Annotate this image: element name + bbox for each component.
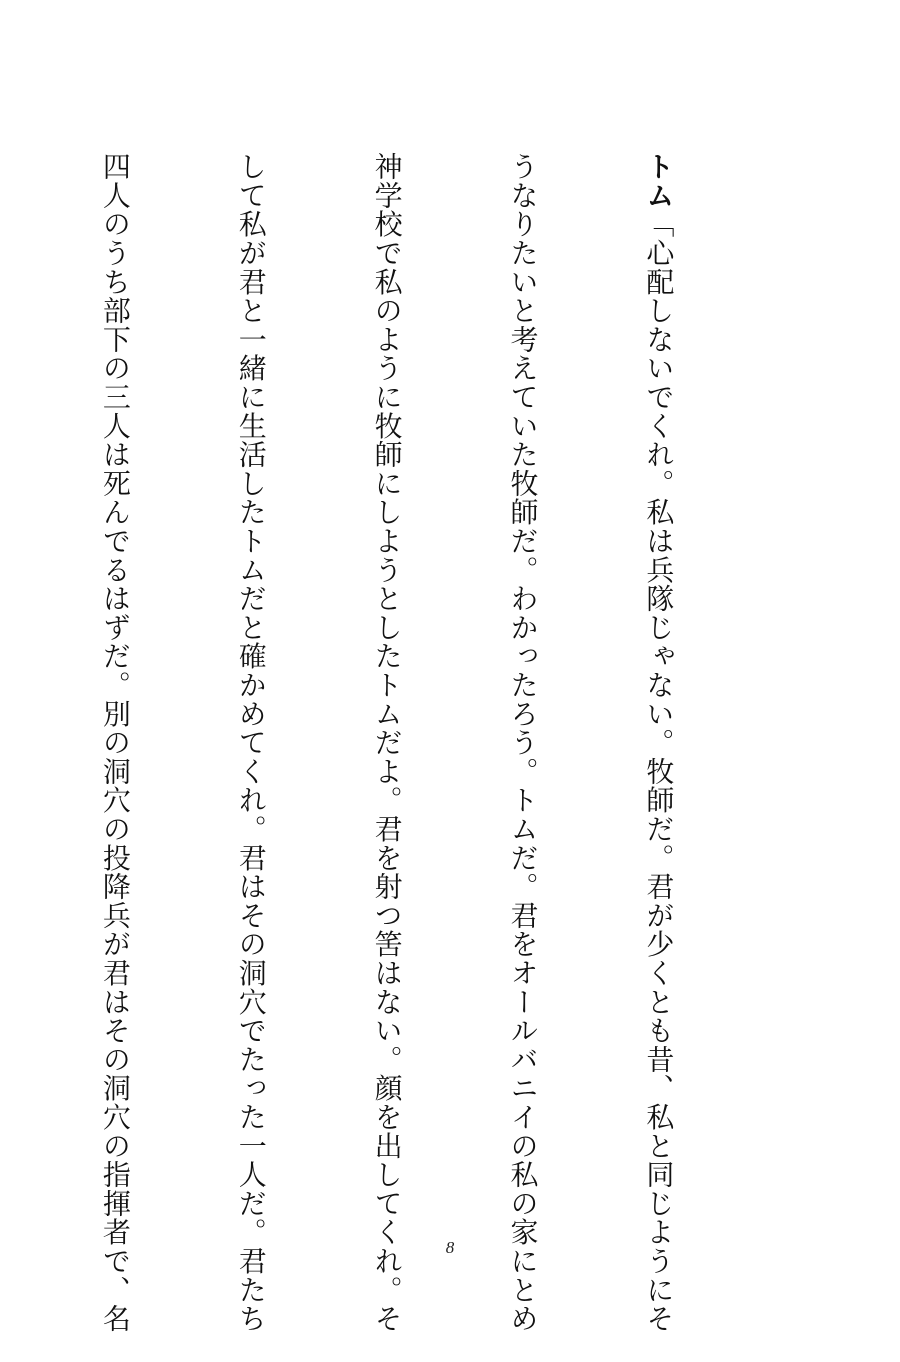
text-line — [0, 152, 2, 1152]
text-line: 四人のうち部下の三人は死んでるはずだ。別の洞穴の投降兵が君はその洞穴の指揮者で、名 — [98, 152, 132, 1333]
text-line: 神学校で私のように牧師にしようとしたトムだよ。君を射つ筈はない。顔を出してくれ。そ — [370, 152, 404, 1333]
text-line: して私が君と一緒に生活したトムだと確かめてくれ。君はその洞穴でたった一人だ。君たち — [234, 152, 268, 1333]
text-line: うなりたいと考えていた牧師だ。わかったろう。トムだ。君をオールバニイの私の家にとめ — [506, 152, 540, 1333]
text-line: トム「心配しないでくれ。私は兵隊じゃない。牧師だ。君が少くとも昔、私と同じようにそ — [642, 152, 676, 1333]
vertical-text-body — [98, 152, 772, 1333]
page-number: 8 — [445, 1238, 455, 1257]
speaker-name: トム — [642, 152, 676, 210]
